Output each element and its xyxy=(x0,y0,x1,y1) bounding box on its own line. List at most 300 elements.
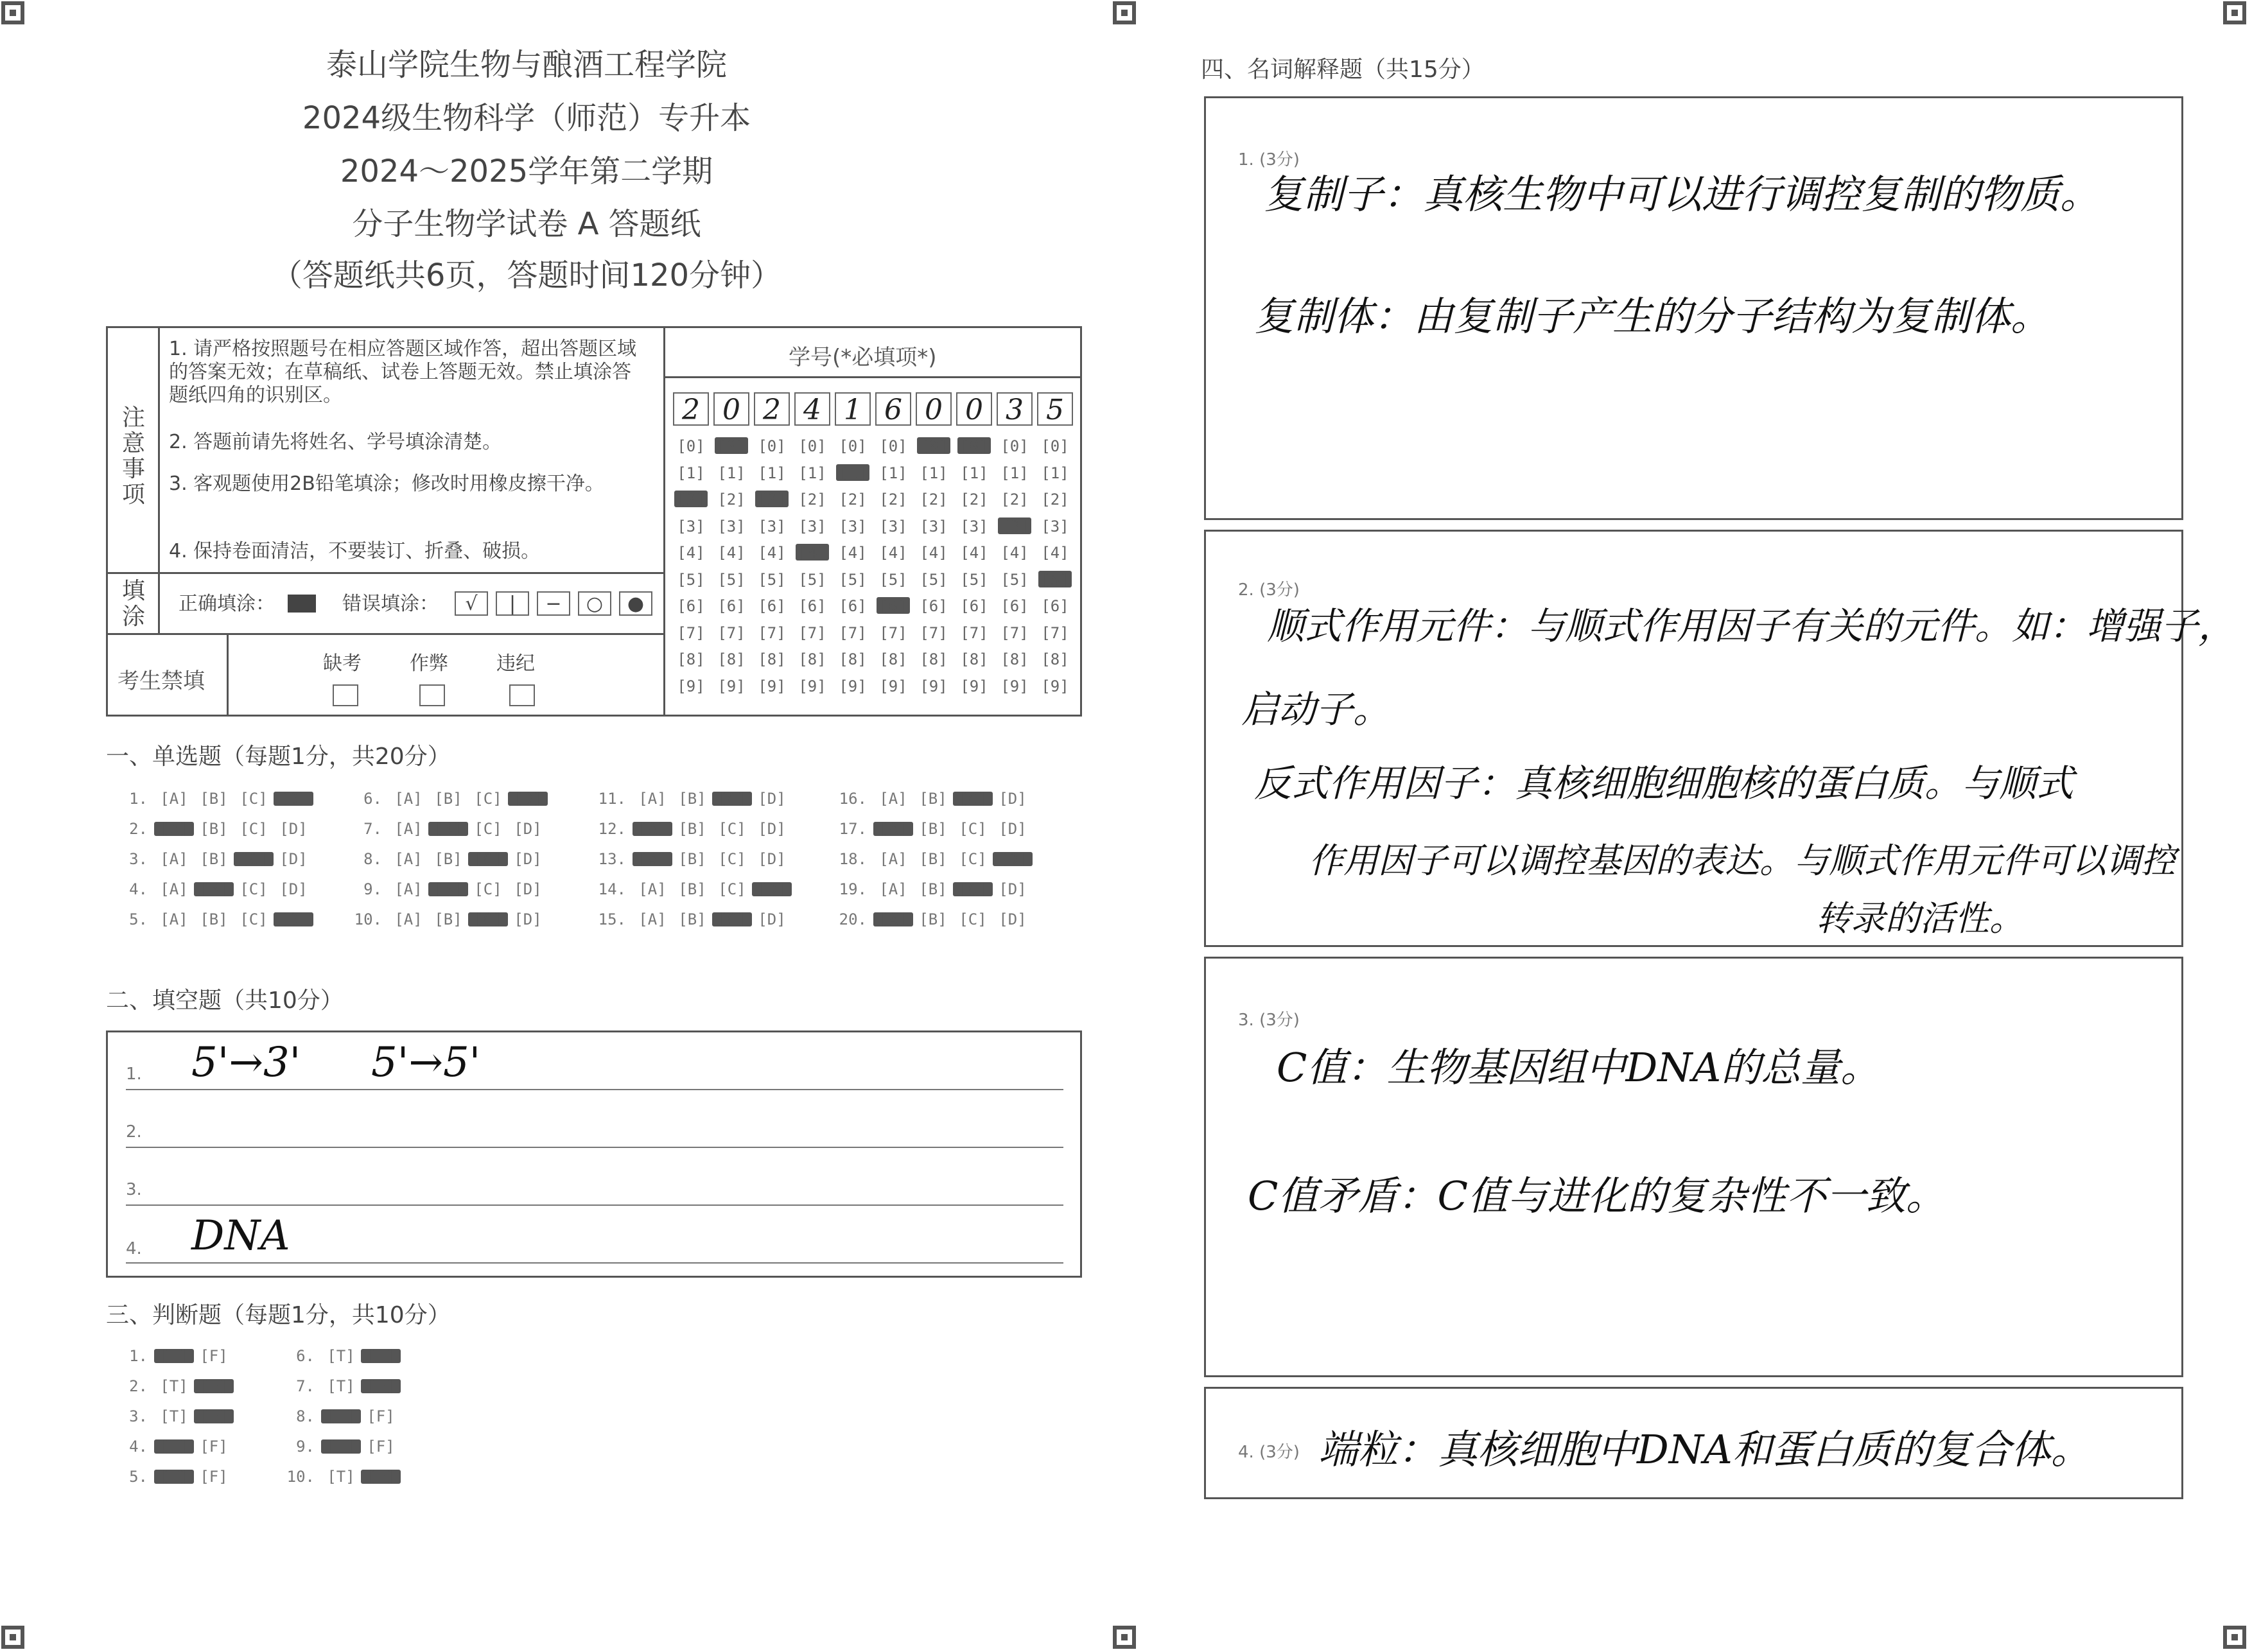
true-false-bubble[interactable]: [F] xyxy=(194,1379,234,1393)
student-id-bubble[interactable]: [3] xyxy=(998,517,1031,534)
student-id-bubble[interactable]: [6] xyxy=(798,597,826,615)
choice-bubble[interactable]: [B] xyxy=(200,790,228,808)
student-id-bubble[interactable]: [3] xyxy=(758,517,786,535)
fill-blank-num-2: 2. xyxy=(126,1122,142,1142)
true-false-bubble[interactable]: [T] xyxy=(154,1439,194,1454)
student-id-digit-cell: 0 xyxy=(713,392,749,426)
student-id-bubble[interactable]: [8] xyxy=(960,650,988,668)
single-choice-row xyxy=(350,820,548,838)
single-choice-row xyxy=(835,880,1033,898)
student-id-bubble[interactable]: [6] xyxy=(1041,597,1069,615)
question-number: 2. xyxy=(129,820,148,838)
choice-bubble[interactable]: [C] xyxy=(959,820,987,838)
student-id-bubble[interactable]: [6] xyxy=(677,597,705,615)
section1-title: 一、单选题（每题1分，共20分） xyxy=(106,743,451,770)
student-id-bubble[interactable]: [6] xyxy=(877,597,910,614)
choice-bubble[interactable]: [A] xyxy=(633,822,672,836)
student-id-digit-cell: 2 xyxy=(673,392,709,426)
choice-bubble[interactable]: [C] xyxy=(953,792,993,806)
student-id-bubble[interactable]: [0] xyxy=(839,437,867,455)
student-id-digit-cell: 0 xyxy=(956,392,992,426)
question-number: 12. xyxy=(598,820,626,838)
single-choice-row xyxy=(116,820,313,838)
student-id-bubble[interactable]: [0] xyxy=(677,437,705,455)
student-id-bubble[interactable]: [9] xyxy=(1000,677,1029,695)
header-line-5: （答题纸共6页，答题时间120分钟） xyxy=(271,257,782,293)
choice-bubble[interactable]: [B] xyxy=(678,850,706,868)
student-id-bubble[interactable]: [5] xyxy=(717,570,746,589)
choice-bubble[interactable]: [A] xyxy=(873,822,913,836)
header-line-1: 泰山学院生物与酿酒工程学院 xyxy=(326,47,727,83)
student-id-bubble[interactable]: [4] xyxy=(1041,544,1069,562)
single-choice-row xyxy=(350,790,548,808)
student-id-bubble[interactable]: [2] xyxy=(717,491,746,509)
true-false-bubble[interactable]: [F] xyxy=(194,1409,234,1423)
student-id-bubble[interactable]: [0] xyxy=(715,437,748,454)
choice-bubble[interactable]: [A] xyxy=(394,880,423,898)
student-id-bubble[interactable]: [4] xyxy=(717,544,746,562)
term-label-3: 3. (3分) xyxy=(1238,1011,1300,1030)
choice-bubble[interactable]: [C] xyxy=(474,880,502,898)
choice-bubble[interactable]: [B] xyxy=(200,820,228,838)
question-number: 14. xyxy=(598,880,626,898)
choice-bubble[interactable]: [D] xyxy=(514,820,542,838)
choice-bubble[interactable]: [A] xyxy=(638,790,667,808)
question-number: 13. xyxy=(598,850,626,868)
student-id-bubble[interactable]: [5] xyxy=(798,570,826,589)
choice-bubble[interactable]: [B] xyxy=(434,790,462,808)
student-id-bubble[interactable]: [4] xyxy=(1000,544,1029,562)
student-id-bubble[interactable]: [3] xyxy=(960,517,988,535)
true-false-row xyxy=(116,1377,234,1395)
student-id-bubble[interactable]: [1] xyxy=(960,464,988,482)
notice-item-1: 1. 请严格按照题号在相应答题区域作答，超出答题区域的答案无效；在草稿纸、试卷上答题无效。禁止填涂答题纸四角的识别区。 xyxy=(169,338,637,406)
choice-bubble[interactable]: [B] xyxy=(194,882,234,896)
student-id-bubble[interactable]: [1] xyxy=(677,464,705,482)
header-line-2: 2024级生物科学（师范）专升本 xyxy=(302,100,751,136)
single-choice-row xyxy=(350,880,548,898)
term-answer-2-line-5: 转录的活性。 xyxy=(1816,898,2024,939)
student-id-bubble[interactable]: [2] xyxy=(755,491,789,507)
true-false-row xyxy=(116,1468,234,1486)
student-id-bubble[interactable]: [1] xyxy=(879,464,907,482)
student-id-bubble[interactable]: [3] xyxy=(1041,517,1069,535)
choice-bubble[interactable]: [D] xyxy=(999,790,1027,808)
student-id-digit-cell: 0 xyxy=(916,392,952,426)
choice-bubble[interactable]: [A] xyxy=(873,912,913,926)
true-false-row xyxy=(116,1347,234,1365)
choice-bubble[interactable]: [A] xyxy=(879,850,907,868)
student-id-bubble[interactable]: [2] xyxy=(1000,491,1029,509)
true-false-bubble[interactable]: [F] xyxy=(361,1379,401,1393)
choice-bubble[interactable]: [D] xyxy=(514,880,542,898)
choice-bubble[interactable]: [A] xyxy=(879,880,907,898)
student-id-digit-cell: 4 xyxy=(794,392,830,426)
choice-bubble[interactable]: [D] xyxy=(999,880,1027,898)
true-false-bubble[interactable]: [F] xyxy=(361,1349,401,1363)
choice-bubble[interactable]: [A] xyxy=(394,850,423,868)
student-id-bubble[interactable]: [6] xyxy=(839,597,867,615)
term-answer-1-line-2: 复制体：由复制子产生的分子结构为复制体。 xyxy=(1254,293,2051,340)
exam-checkbox-absent[interactable] xyxy=(333,684,358,706)
student-id-digit-cell: 2 xyxy=(754,392,790,426)
choice-bubble[interactable]: [A] xyxy=(879,790,907,808)
choice-bubble[interactable]: [A] xyxy=(633,852,672,866)
true-false-bubble[interactable]: [F] xyxy=(367,1438,395,1456)
term-answer-2-line-1: 顺式作用元件：与顺式作用因子有关的元件。如：增强子， xyxy=(1267,604,2236,648)
student-id-bubble[interactable]: [6] xyxy=(960,597,988,615)
exam-section-label: 考生禁填 xyxy=(118,668,205,694)
fill-blank-box xyxy=(106,1030,1082,1278)
choice-bubble[interactable]: [D] xyxy=(999,820,1027,838)
term-label-1: 1. (3分) xyxy=(1238,150,1300,170)
choice-bubble[interactable]: [C] xyxy=(240,820,268,838)
choice-bubble[interactable]: [B] xyxy=(678,910,706,928)
student-id-bubble[interactable]: [0] xyxy=(957,437,991,454)
fill-blank-answer-1a: 5'→3' xyxy=(191,1039,301,1086)
choice-bubble[interactable]: [C] xyxy=(240,910,268,928)
choice-bubble[interactable]: [C] xyxy=(718,880,746,898)
student-id-bubble[interactable]: [6] xyxy=(758,597,786,615)
student-id-bubble[interactable]: [9] xyxy=(677,677,705,695)
question-number: 11. xyxy=(598,790,626,808)
student-id-bubble[interactable]: [8] xyxy=(677,650,705,668)
single-choice-row xyxy=(594,850,792,868)
student-id-bubble[interactable]: [3] xyxy=(677,517,705,535)
student-id-bubble[interactable]: [4] xyxy=(960,544,988,562)
term-answer-2-line-4: 作用因子可以调控基因的表达。与顺式作用元件可以调控 xyxy=(1309,840,2176,881)
term-answer-2-line-3: 反式作用因子：真核细胞细胞核的蛋白质。与顺式 xyxy=(1254,761,2074,805)
choice-bubble[interactable]: [B] xyxy=(434,910,462,928)
student-id-bubble[interactable]: [9] xyxy=(758,677,786,695)
student-id-bubble[interactable]: [0] xyxy=(1041,437,1069,455)
student-id-bubble[interactable]: [1] xyxy=(798,464,826,482)
true-false-bubble[interactable]: [T] xyxy=(154,1470,194,1484)
single-choice-row xyxy=(594,790,792,808)
question-number: 16. xyxy=(839,790,867,808)
choice-bubble[interactable]: [B] xyxy=(428,822,468,836)
student-id-bubble[interactable]: [8] xyxy=(879,650,907,668)
student-id-bubble[interactable]: [9] xyxy=(1041,677,1069,695)
true-false-bubble[interactable]: [T] xyxy=(154,1349,194,1363)
question-number: 8. xyxy=(296,1407,315,1425)
true-false-bubble[interactable]: [F] xyxy=(367,1407,395,1425)
student-id-bubble[interactable]: [2] xyxy=(960,491,988,509)
student-id-bubble[interactable]: [7] xyxy=(677,623,705,642)
student-id-bubble[interactable]: [1] xyxy=(1000,464,1029,482)
true-false-row xyxy=(116,1438,234,1456)
single-choice-row xyxy=(835,820,1033,838)
question-number: 10. xyxy=(286,1468,315,1486)
student-id-bubble[interactable]: [5] xyxy=(1038,571,1072,587)
student-id-bubble[interactable]: [0] xyxy=(917,437,950,454)
choice-bubble[interactable]: [A] xyxy=(638,910,667,928)
true-false-bubble[interactable]: [T] xyxy=(327,1347,355,1365)
choice-bubble[interactable]: [C] xyxy=(712,792,752,806)
student-id-bubble[interactable]: [9] xyxy=(920,677,948,695)
choice-bubble[interactable]: [A] xyxy=(160,850,188,868)
true-false-bubble[interactable]: [T] xyxy=(321,1439,361,1454)
choice-bubble[interactable]: [B] xyxy=(434,850,462,868)
true-false-bubble[interactable]: [T] xyxy=(327,1468,355,1486)
choice-bubble[interactable]: [C] xyxy=(959,910,987,928)
student-id-bubble[interactable]: [0] xyxy=(879,437,907,455)
student-id-bubble[interactable]: [1] xyxy=(758,464,786,482)
choice-bubble[interactable]: [C] xyxy=(468,912,508,926)
student-id-bubble[interactable]: [8] xyxy=(717,650,746,668)
choice-bubble[interactable]: [D] xyxy=(758,850,786,868)
student-id-bubble[interactable]: [7] xyxy=(1041,623,1069,642)
student-id-bubble[interactable]: [1] xyxy=(717,464,746,482)
single-choice-row xyxy=(835,910,1033,928)
fill-blank-num-1: 1. xyxy=(126,1065,142,1084)
student-id-bubble[interactable]: [9] xyxy=(717,677,746,695)
true-false-row xyxy=(283,1468,401,1486)
choice-bubble[interactable]: [D] xyxy=(758,910,786,928)
choice-bubble[interactable]: [D] xyxy=(514,850,542,868)
fill-blank-num-4: 4. xyxy=(126,1239,142,1258)
term-answer-box-1 xyxy=(1204,96,2183,520)
student-id-bubble[interactable]: [5] xyxy=(879,570,907,589)
choice-bubble[interactable]: [D] xyxy=(752,882,792,896)
true-false-bubble[interactable]: [F] xyxy=(361,1470,401,1484)
choice-bubble[interactable]: [C] xyxy=(718,820,746,838)
choice-bubble[interactable]: [D] xyxy=(274,792,313,806)
choice-bubble[interactable]: [A] xyxy=(160,790,188,808)
student-id-bubble[interactable]: [5] xyxy=(677,570,705,589)
choice-bubble[interactable]: [D] xyxy=(279,880,308,898)
question-number: 3. xyxy=(129,1407,148,1425)
choice-bubble[interactable]: [C] xyxy=(240,880,268,898)
student-id-bubble[interactable]: [7] xyxy=(717,623,746,642)
choice-bubble[interactable]: [C] xyxy=(959,850,987,868)
choice-bubble[interactable]: [B] xyxy=(200,910,228,928)
question-number: 6. xyxy=(363,790,382,808)
true-false-row xyxy=(283,1347,401,1365)
question-number: 5. xyxy=(129,1468,148,1486)
true-false-bubble[interactable]: [T] xyxy=(160,1377,188,1395)
corner-marker-top-center xyxy=(1113,1,1136,24)
student-id-bubble[interactable]: [1] xyxy=(1041,464,1069,482)
choice-bubble[interactable]: [A] xyxy=(154,822,194,836)
student-id-bubble[interactable]: [1] xyxy=(836,464,869,481)
choice-bubble[interactable]: [B] xyxy=(428,882,468,896)
choice-bubble[interactable]: [B] xyxy=(678,790,706,808)
single-choice-row xyxy=(116,790,313,808)
choice-bubble[interactable]: [C] xyxy=(240,790,268,808)
student-id-bubble[interactable]: [4] xyxy=(758,544,786,562)
choice-bubble[interactable]: [B] xyxy=(919,850,947,868)
student-id-bubble[interactable]: [9] xyxy=(879,677,907,695)
exam-option-violation: 违纪 xyxy=(496,652,535,675)
choice-bubble[interactable]: [C] xyxy=(712,912,752,926)
choice-bubble[interactable]: [A] xyxy=(160,910,188,928)
student-id-bubble[interactable]: [6] xyxy=(717,597,746,615)
choice-bubble[interactable]: [D] xyxy=(999,910,1027,928)
student-id-bubble[interactable]: [2] xyxy=(1041,491,1069,509)
choice-bubble[interactable]: [A] xyxy=(394,790,423,808)
choice-bubble[interactable]: [B] xyxy=(919,790,947,808)
question-number: 2. xyxy=(129,1377,148,1395)
question-number: 1. xyxy=(129,790,148,808)
choice-bubble[interactable]: [D] xyxy=(279,850,308,868)
term-answer-2-line-2: 启动子。 xyxy=(1241,688,1391,731)
choice-bubble[interactable]: [A] xyxy=(394,820,423,838)
true-false-bubble[interactable]: [T] xyxy=(321,1409,361,1423)
student-id-bubble[interactable]: [7] xyxy=(1000,623,1029,642)
student-id-bubble[interactable]: [3] xyxy=(920,517,948,535)
student-id-bubble[interactable]: [9] xyxy=(798,677,826,695)
true-false-row xyxy=(283,1377,401,1395)
choice-bubble[interactable]: [A] xyxy=(160,880,188,898)
choice-bubble[interactable]: [B] xyxy=(919,910,947,928)
choice-bubble[interactable]: [A] xyxy=(638,880,667,898)
question-number: 4. xyxy=(129,1438,148,1456)
section4-title: 四、名词解释题（共15分） xyxy=(1201,57,1485,83)
student-id-bubble[interactable]: [2] xyxy=(879,491,907,509)
single-choice-row xyxy=(350,850,548,868)
student-id-bubble[interactable]: [3] xyxy=(839,517,867,535)
choice-bubble[interactable]: [D] xyxy=(514,910,542,928)
choice-bubble[interactable]: [B] xyxy=(678,820,706,838)
student-id-bubble[interactable]: [5] xyxy=(758,570,786,589)
student-id-bubble[interactable]: [7] xyxy=(879,623,907,642)
student-id-bubble[interactable]: [8] xyxy=(839,650,867,668)
question-number: 7. xyxy=(363,820,382,838)
single-choice-row xyxy=(116,850,313,868)
choice-bubble[interactable]: [D] xyxy=(508,792,548,806)
single-choice-row xyxy=(116,880,313,898)
single-choice-row xyxy=(835,850,1033,868)
true-false-bubble[interactable]: [F] xyxy=(200,1347,228,1365)
exam-checkbox-violation[interactable] xyxy=(509,684,535,706)
student-id-bubble[interactable]: [2] xyxy=(798,491,826,509)
single-choice-row xyxy=(594,880,792,898)
choice-bubble[interactable]: [D] xyxy=(279,820,308,838)
exam-checkbox-cheat[interactable] xyxy=(419,684,445,706)
true-false-bubble[interactable]: [F] xyxy=(200,1438,228,1456)
term-answer-3-line-1: C值：生物基因组中DNA的总量。 xyxy=(1277,1044,1881,1091)
student-id-bubble[interactable]: [4] xyxy=(796,544,829,561)
question-number: 9. xyxy=(296,1438,315,1456)
single-choice-row xyxy=(350,910,548,928)
student-id-digit-cell: 6 xyxy=(875,392,911,426)
student-id-bubble[interactable]: [2] xyxy=(839,491,867,509)
question-number: 1. xyxy=(129,1347,148,1365)
true-false-row xyxy=(283,1407,401,1425)
choice-bubble[interactable]: [A] xyxy=(394,910,423,928)
student-id-bubble[interactable]: [5] xyxy=(839,570,867,589)
student-id-digit-cell: 5 xyxy=(1037,392,1073,426)
student-id-bubble[interactable]: [1] xyxy=(920,464,948,482)
student-id-bubble[interactable]: [3] xyxy=(879,517,907,535)
choice-bubble[interactable]: [D] xyxy=(758,790,786,808)
student-id-bubble[interactable]: [8] xyxy=(1000,650,1029,668)
student-id-bubble[interactable]: [2] xyxy=(920,491,948,509)
choice-bubble[interactable]: [C] xyxy=(718,850,746,868)
question-number: 5. xyxy=(129,910,148,928)
student-id-digit-cell: 3 xyxy=(997,392,1033,426)
student-id-bubble[interactable]: [9] xyxy=(960,677,988,695)
section3-title: 三、判断题（每题1分，共10分） xyxy=(106,1302,451,1328)
student-id-bubble[interactable]: [4] xyxy=(677,544,705,562)
term-label-2: 2. (3分) xyxy=(1238,580,1300,600)
choice-bubble[interactable]: [B] xyxy=(200,850,228,868)
notice-item-4: 4. 保持卷面清洁，不要装订、折叠、破损。 xyxy=(169,540,541,562)
term-label-4: 4. (3分) xyxy=(1238,1443,1300,1462)
student-id-bubble[interactable]: [8] xyxy=(1041,650,1069,668)
student-id-bubble[interactable]: [9] xyxy=(839,677,867,695)
student-id-bubble[interactable]: [5] xyxy=(920,570,948,589)
student-id-bubble[interactable]: [7] xyxy=(839,623,867,642)
choice-bubble[interactable]: [D] xyxy=(758,820,786,838)
term-answer-3-line-2: C值矛盾：C值与进化的复杂性不一致。 xyxy=(1248,1172,1946,1219)
question-number: 18. xyxy=(839,850,867,868)
student-id-bubble[interactable]: [2] xyxy=(674,491,708,507)
choice-bubble[interactable]: [C] xyxy=(234,852,274,866)
question-number: 17. xyxy=(839,820,867,838)
student-id-bubble[interactable]: [3] xyxy=(798,517,826,535)
single-choice-row xyxy=(116,910,313,928)
question-number: 15. xyxy=(598,910,626,928)
choice-bubble[interactable]: [B] xyxy=(919,880,947,898)
student-id-bubble[interactable]: [7] xyxy=(798,623,826,642)
student-id-bubble[interactable]: [4] xyxy=(879,544,907,562)
term-answer-4-line-1: 端粒：真核细胞中DNA和蛋白质的复合体。 xyxy=(1318,1426,2091,1473)
single-choice-row xyxy=(594,910,792,928)
choice-bubble[interactable]: [D] xyxy=(993,852,1033,866)
student-id-bubble[interactable]: [8] xyxy=(758,650,786,668)
student-id-bubble[interactable]: [4] xyxy=(920,544,948,562)
true-false-bubble[interactable]: [T] xyxy=(327,1377,355,1395)
student-id-digit-cell: 1 xyxy=(835,392,871,426)
single-choice-row xyxy=(594,820,792,838)
student-id-bubble[interactable]: [7] xyxy=(920,623,948,642)
student-id-bubble[interactable]: [0] xyxy=(758,437,786,455)
fill-blank-answer-4: DNA xyxy=(191,1212,290,1260)
student-id-bubble[interactable]: [5] xyxy=(960,570,988,589)
student-id-bubble[interactable]: [0] xyxy=(798,437,826,455)
question-number: 19. xyxy=(839,880,867,898)
choice-bubble[interactable]: [B] xyxy=(919,820,947,838)
student-id-bubble[interactable]: [0] xyxy=(1000,437,1029,455)
student-id-bubble[interactable]: [6] xyxy=(1000,597,1029,615)
choice-bubble[interactable]: [B] xyxy=(678,880,706,898)
term-answer-1-line-1: 复制子：真核生物中可以进行调控复制的物质。 xyxy=(1264,171,2100,218)
choice-bubble[interactable]: [C] xyxy=(953,882,993,896)
student-id-bubble[interactable]: [6] xyxy=(920,597,948,615)
choice-bubble[interactable]: [C] xyxy=(468,852,508,866)
student-id-bubble[interactable]: [8] xyxy=(798,650,826,668)
true-false-bubble[interactable]: [T] xyxy=(160,1407,188,1425)
student-id-bubble[interactable]: [5] xyxy=(1000,570,1029,589)
student-id-bubble[interactable]: [3] xyxy=(717,517,746,535)
student-id-bubble[interactable]: [7] xyxy=(960,623,988,642)
student-id-bubble[interactable]: [4] xyxy=(839,544,867,562)
question-number: 3. xyxy=(129,850,148,868)
choice-bubble[interactable]: [C] xyxy=(474,820,502,838)
header-line-4: 分子生物学试卷 A 答题纸 xyxy=(352,206,701,242)
choice-bubble[interactable]: [D] xyxy=(274,912,313,926)
choice-bubble[interactable]: [C] xyxy=(474,790,502,808)
corner-marker-bottom-left xyxy=(1,1626,24,1649)
wrong-fill-label: 错误填涂： xyxy=(342,593,439,615)
student-id-bubble[interactable]: [7] xyxy=(758,623,786,642)
true-false-row xyxy=(116,1407,234,1425)
fill-blank-answer-1b: 5'→5' xyxy=(371,1039,481,1086)
true-false-bubble[interactable]: [F] xyxy=(200,1468,228,1486)
student-id-bubble[interactable]: [8] xyxy=(920,650,948,668)
